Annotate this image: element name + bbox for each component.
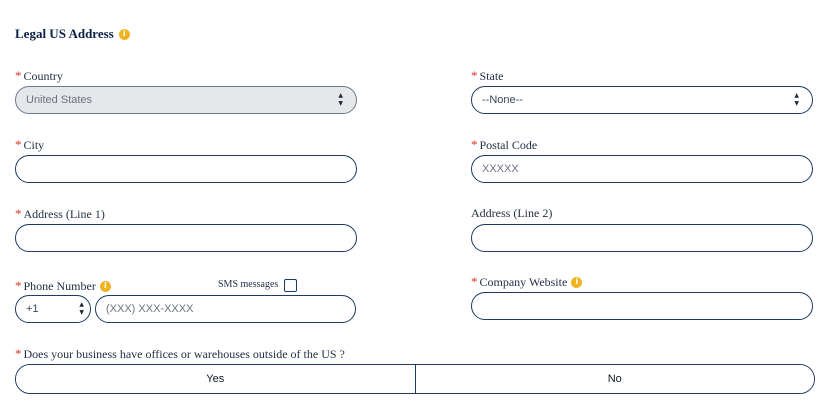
phone-label (15, 278, 111, 294)
sms-checkbox[interactable] (284, 279, 297, 292)
city-label (15, 137, 44, 153)
offices-question-label (15, 346, 345, 362)
city-input[interactable] (15, 155, 357, 183)
state-label (471, 68, 504, 84)
section-title (15, 26, 130, 42)
required-mark: * (15, 206, 22, 221)
state-select[interactable] (471, 86, 813, 114)
phone-label-text: Phone Number (23, 278, 96, 293)
sms-label-text: SMS messages (218, 279, 279, 290)
postal-code-input[interactable] (471, 155, 813, 183)
country-label (15, 68, 63, 84)
info-icon[interactable]: i (119, 29, 130, 40)
required-mark: * (471, 68, 478, 83)
country-select[interactable] (15, 86, 357, 114)
sms-label (218, 279, 278, 290)
yes-button[interactable]: Yes (16, 365, 415, 393)
country-code-select[interactable] (15, 295, 91, 323)
postal-code-placeholder: XXXXX (482, 163, 519, 175)
country-label-text: Country (23, 68, 63, 83)
address2-label (471, 206, 552, 221)
address1-input[interactable] (15, 224, 357, 252)
phone-input[interactable] (95, 295, 356, 323)
state-label-text: State (479, 68, 504, 83)
country-value: United States (26, 94, 93, 106)
required-mark: * (15, 278, 22, 293)
website-label (471, 274, 582, 290)
info-icon[interactable]: i (571, 277, 582, 288)
no-button[interactable]: No (415, 365, 815, 393)
offices-question-text: Does your business have offices or warehouses outside of the US ? (23, 346, 345, 361)
required-mark: * (471, 137, 478, 152)
required-mark: * (15, 346, 22, 361)
address1-label (15, 206, 105, 222)
section-title-text: Legal US Address (15, 26, 114, 41)
city-label-text: City (23, 137, 45, 152)
address1-label-text: Address (Line 1) (23, 206, 105, 221)
postal-code-label-text: Postal Code (479, 137, 538, 152)
spinner-arrows-icon: ▲ ▼ (79, 301, 84, 316)
info-icon[interactable]: i (100, 281, 111, 292)
state-value: --None-- (482, 94, 523, 106)
offices-toggle-group (15, 364, 815, 394)
country-code-value: +1 (26, 303, 39, 315)
postal-code-label (471, 137, 537, 153)
required-mark: * (471, 274, 478, 289)
address2-input[interactable] (471, 224, 813, 252)
website-label-text: Company Website (479, 274, 568, 289)
required-mark: * (15, 68, 22, 83)
website-input[interactable] (471, 292, 813, 320)
spinner-arrows-icon: ▲ ▼ (338, 92, 343, 107)
spinner-arrows-icon: ▲ ▼ (794, 92, 799, 107)
address2-label-text: Address (Line 2) (471, 206, 553, 220)
phone-placeholder: (XXX) XXX-XXXX (106, 303, 194, 315)
required-mark: * (15, 137, 22, 152)
